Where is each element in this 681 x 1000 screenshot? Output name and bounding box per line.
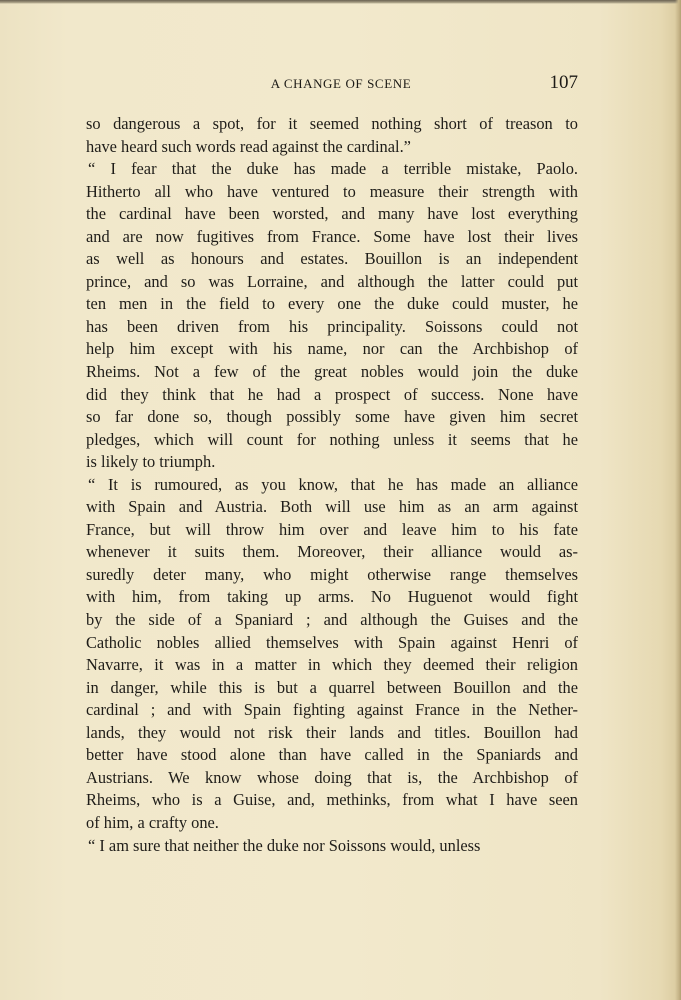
text-line: cardinal ; and with Spain fighting against France in the Nether-	[86, 700, 578, 720]
text-line: Catholic nobles allied themselves with Spain against Henri of	[86, 632, 578, 652]
body-text	[86, 113, 578, 857]
text-line: Rheims, who is a Guise, and, methinks, from what I have seen	[86, 790, 578, 810]
text-line: “ I fear that the duke has made a terrible mistake, Paolo.	[88, 159, 578, 179]
text-line: Hitherto all who have ventured to measure their strength with	[86, 181, 578, 201]
text-line: as well as honours and estates. Bouillon is an independent	[86, 249, 578, 269]
text-line: France, but will throw him over and leave him to his fate	[86, 519, 578, 539]
text-line: of him, a crafty one.	[86, 812, 219, 832]
text-line: is likely to triumph.	[86, 452, 216, 472]
text-line: the cardinal have been worsted, and many have lost everything	[86, 204, 578, 224]
text-line: with Spain and Austria. Both will use him as an arm against	[86, 497, 578, 517]
text-line: and are now fugitives from France. Some have lost their lives	[86, 226, 578, 246]
text-line: Austrians. We know whose doing that is, the Archbishop of	[86, 767, 578, 787]
text-line: have heard such words read against the cardinal.”	[86, 136, 411, 156]
text-line: “ It is rumoured, as you know, that he has made an alliance	[88, 474, 578, 494]
text-line: lands, they would not risk their lands and titles. Bouillon had	[86, 722, 578, 742]
text-line: prince, and so was Lorraine, and although the latter could put	[86, 271, 578, 291]
text-line: help him except with his name, nor can the Archbishop of	[86, 339, 578, 359]
text-line: in danger, while this is but a quarrel between Bouillon and the	[86, 677, 578, 697]
text-line: Rheims. Not a few of the great nobles would join the duke	[86, 362, 578, 382]
text-line: pledges, which will count for nothing unless it seems that he	[86, 429, 578, 449]
running-head	[86, 72, 578, 98]
page-top-edge	[0, 0, 681, 4]
text-line: with him, from taking up arms. No Huguenot would fight	[86, 587, 578, 607]
page-right-edge	[675, 0, 681, 1000]
page-number: 107	[549, 72, 578, 93]
text-line: better have stood alone than have called in the Spaniards and	[86, 745, 578, 765]
text-line: “ I am sure that neither the duke nor Soissons would, unless	[88, 835, 481, 855]
text-line: so far done so, though possibly some have given him secret	[86, 407, 578, 427]
chapter-running-title: A CHANGE OF SCENE	[270, 76, 412, 91]
text-line: has been driven from his principality. Soissons could not	[86, 316, 578, 336]
text-line: ten men in the field to every one the duke could muster, he	[86, 294, 578, 314]
text-line: did they think that he had a prospect of success. None have	[86, 384, 578, 404]
text-line: suredly deter many, who might otherwise range themselves	[86, 564, 578, 584]
text-line: Navarre, it was in a matter in which they deemed their religion	[86, 655, 578, 675]
text-line: whenever it suits them. Moreover, their alliance would as-	[86, 542, 578, 562]
text-line: by the side of a Spaniard ; and although the Guises and the	[86, 610, 578, 630]
text-line: so dangerous a spot, for it seemed nothing short of treason to	[86, 114, 578, 133]
